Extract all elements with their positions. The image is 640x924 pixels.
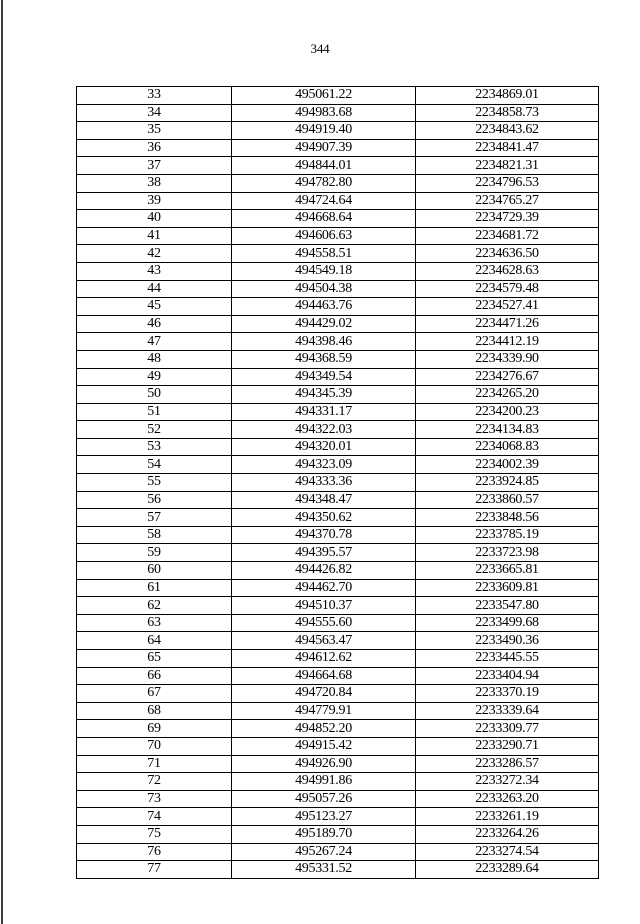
point-number-cell: 70 xyxy=(77,737,232,755)
y-coordinate-cell: 2234681.72 xyxy=(416,227,599,245)
y-coordinate-cell: 2233289.64 xyxy=(416,861,599,879)
x-coordinate-cell: 494320.01 xyxy=(232,438,416,456)
table-row xyxy=(77,632,599,650)
x-coordinate-cell: 494907.39 xyxy=(232,139,416,157)
table-row xyxy=(77,474,599,492)
x-coordinate-cell: 494350.62 xyxy=(232,509,416,527)
x-coordinate-cell: 494720.84 xyxy=(232,685,416,703)
table-row xyxy=(77,157,599,175)
x-coordinate-cell: 494991.86 xyxy=(232,773,416,791)
y-coordinate-cell: 2233445.55 xyxy=(416,650,599,668)
table-row xyxy=(77,843,599,861)
point-number-cell: 64 xyxy=(77,632,232,650)
point-number-cell: 57 xyxy=(77,509,232,527)
coordinates-table xyxy=(76,86,599,879)
point-number-cell: 75 xyxy=(77,825,232,843)
x-coordinate-cell: 494398.46 xyxy=(232,333,416,351)
point-number-cell: 68 xyxy=(77,702,232,720)
point-number-cell: 73 xyxy=(77,790,232,808)
y-coordinate-cell: 2233261.19 xyxy=(416,808,599,826)
y-coordinate-cell: 2233263.20 xyxy=(416,790,599,808)
point-number-cell: 56 xyxy=(77,491,232,509)
table-row xyxy=(77,139,599,157)
table-row xyxy=(77,491,599,509)
x-coordinate-cell: 494664.68 xyxy=(232,667,416,685)
point-number-cell: 66 xyxy=(77,667,232,685)
y-coordinate-cell: 2234339.90 xyxy=(416,350,599,368)
point-number-cell: 60 xyxy=(77,562,232,580)
table-row xyxy=(77,755,599,773)
table-row xyxy=(77,544,599,562)
y-coordinate-cell: 2234729.39 xyxy=(416,210,599,228)
x-coordinate-cell: 494323.09 xyxy=(232,456,416,474)
y-coordinate-cell: 2234858.73 xyxy=(416,104,599,122)
y-coordinate-cell: 2234200.23 xyxy=(416,403,599,421)
x-coordinate-cell: 494852.20 xyxy=(232,720,416,738)
x-coordinate-cell: 494844.01 xyxy=(232,157,416,175)
table-row xyxy=(77,210,599,228)
table-row xyxy=(77,861,599,879)
point-number-cell: 52 xyxy=(77,421,232,439)
x-coordinate-cell: 494668.64 xyxy=(232,210,416,228)
x-coordinate-cell: 494915.42 xyxy=(232,737,416,755)
y-coordinate-cell: 2234471.26 xyxy=(416,315,599,333)
x-coordinate-cell: 495061.22 xyxy=(232,87,416,105)
table-row xyxy=(77,667,599,685)
table-row xyxy=(77,227,599,245)
x-coordinate-cell: 494782.80 xyxy=(232,174,416,192)
table-row xyxy=(77,562,599,580)
table-row xyxy=(77,773,599,791)
y-coordinate-cell: 2233370.19 xyxy=(416,685,599,703)
y-coordinate-cell: 2234821.31 xyxy=(416,157,599,175)
table-row xyxy=(77,192,599,210)
point-number-cell: 65 xyxy=(77,650,232,668)
y-coordinate-cell: 2233860.57 xyxy=(416,491,599,509)
x-coordinate-cell: 494333.36 xyxy=(232,474,416,492)
table-row xyxy=(77,174,599,192)
point-number-cell: 61 xyxy=(77,579,232,597)
table-row xyxy=(77,262,599,280)
y-coordinate-cell: 2233848.56 xyxy=(416,509,599,527)
y-coordinate-cell: 2234841.47 xyxy=(416,139,599,157)
point-number-cell: 44 xyxy=(77,280,232,298)
x-coordinate-cell: 494510.37 xyxy=(232,597,416,615)
table-row xyxy=(77,438,599,456)
table-row xyxy=(77,315,599,333)
x-coordinate-cell: 494322.03 xyxy=(232,421,416,439)
x-coordinate-cell: 494349.54 xyxy=(232,368,416,386)
x-coordinate-cell: 494348.47 xyxy=(232,491,416,509)
y-coordinate-cell: 2234276.67 xyxy=(416,368,599,386)
point-number-cell: 33 xyxy=(77,87,232,105)
point-number-cell: 35 xyxy=(77,122,232,140)
table-row xyxy=(77,456,599,474)
x-coordinate-cell: 494370.78 xyxy=(232,526,416,544)
point-number-cell: 54 xyxy=(77,456,232,474)
point-number-cell: 47 xyxy=(77,333,232,351)
x-coordinate-cell: 495123.27 xyxy=(232,808,416,826)
point-number-cell: 77 xyxy=(77,861,232,879)
point-number-cell: 41 xyxy=(77,227,232,245)
point-number-cell: 55 xyxy=(77,474,232,492)
table-row xyxy=(77,526,599,544)
table-row xyxy=(77,245,599,263)
x-coordinate-cell: 494429.02 xyxy=(232,315,416,333)
x-coordinate-cell: 494395.57 xyxy=(232,544,416,562)
table-row xyxy=(77,579,599,597)
x-coordinate-cell: 495057.26 xyxy=(232,790,416,808)
point-number-cell: 63 xyxy=(77,614,232,632)
table-row xyxy=(77,597,599,615)
y-coordinate-cell: 2233547.80 xyxy=(416,597,599,615)
table-row xyxy=(77,298,599,316)
table-row xyxy=(77,614,599,632)
y-coordinate-cell: 2233924.85 xyxy=(416,474,599,492)
y-coordinate-cell: 2233264.26 xyxy=(416,825,599,843)
point-number-cell: 51 xyxy=(77,403,232,421)
y-coordinate-cell: 2233286.57 xyxy=(416,755,599,773)
point-number-cell: 43 xyxy=(77,262,232,280)
y-coordinate-cell: 2234869.01 xyxy=(416,87,599,105)
x-coordinate-cell: 494426.82 xyxy=(232,562,416,580)
point-number-cell: 42 xyxy=(77,245,232,263)
y-coordinate-cell: 2234636.50 xyxy=(416,245,599,263)
y-coordinate-cell: 2234068.83 xyxy=(416,438,599,456)
x-coordinate-cell: 495331.52 xyxy=(232,861,416,879)
coordinates-table-body xyxy=(77,87,599,879)
table-row xyxy=(77,403,599,421)
table-row xyxy=(77,650,599,668)
point-number-cell: 69 xyxy=(77,720,232,738)
point-number-cell: 74 xyxy=(77,808,232,826)
table-row xyxy=(77,350,599,368)
y-coordinate-cell: 2233785.19 xyxy=(416,526,599,544)
point-number-cell: 59 xyxy=(77,544,232,562)
point-number-cell: 62 xyxy=(77,597,232,615)
point-number-cell: 36 xyxy=(77,139,232,157)
point-number-cell: 46 xyxy=(77,315,232,333)
table-row xyxy=(77,104,599,122)
point-number-cell: 58 xyxy=(77,526,232,544)
table-row xyxy=(77,368,599,386)
point-number-cell: 71 xyxy=(77,755,232,773)
y-coordinate-cell: 2233309.77 xyxy=(416,720,599,738)
point-number-cell: 76 xyxy=(77,843,232,861)
point-number-cell: 67 xyxy=(77,685,232,703)
y-coordinate-cell: 2233404.94 xyxy=(416,667,599,685)
page-edge-line xyxy=(1,0,3,924)
x-coordinate-cell: 494606.63 xyxy=(232,227,416,245)
y-coordinate-cell: 2234843.62 xyxy=(416,122,599,140)
x-coordinate-cell: 494724.64 xyxy=(232,192,416,210)
point-number-cell: 53 xyxy=(77,438,232,456)
x-coordinate-cell: 494549.18 xyxy=(232,262,416,280)
table-row xyxy=(77,122,599,140)
y-coordinate-cell: 2233499.68 xyxy=(416,614,599,632)
table-row xyxy=(77,333,599,351)
x-coordinate-cell: 494555.60 xyxy=(232,614,416,632)
y-coordinate-cell: 2233339.64 xyxy=(416,702,599,720)
x-coordinate-cell: 494463.76 xyxy=(232,298,416,316)
y-coordinate-cell: 2234796.53 xyxy=(416,174,599,192)
y-coordinate-cell: 2233274.54 xyxy=(416,843,599,861)
point-number-cell: 37 xyxy=(77,157,232,175)
x-coordinate-cell: 494368.59 xyxy=(232,350,416,368)
y-coordinate-cell: 2233290.71 xyxy=(416,737,599,755)
y-coordinate-cell: 2234134.83 xyxy=(416,421,599,439)
table-row xyxy=(77,808,599,826)
x-coordinate-cell: 494612.62 xyxy=(232,650,416,668)
x-coordinate-cell: 494345.39 xyxy=(232,386,416,404)
x-coordinate-cell: 495267.24 xyxy=(232,843,416,861)
point-number-cell: 49 xyxy=(77,368,232,386)
y-coordinate-cell: 2234002.39 xyxy=(416,456,599,474)
x-coordinate-cell: 494983.68 xyxy=(232,104,416,122)
table-row xyxy=(77,421,599,439)
x-coordinate-cell: 494919.40 xyxy=(232,122,416,140)
table-row xyxy=(77,720,599,738)
x-coordinate-cell: 494558.51 xyxy=(232,245,416,263)
x-coordinate-cell: 494563.47 xyxy=(232,632,416,650)
table-row xyxy=(77,790,599,808)
y-coordinate-cell: 2233723.98 xyxy=(416,544,599,562)
x-coordinate-cell: 494504.38 xyxy=(232,280,416,298)
y-coordinate-cell: 2233665.81 xyxy=(416,562,599,580)
point-number-cell: 72 xyxy=(77,773,232,791)
y-coordinate-cell: 2233272.34 xyxy=(416,773,599,791)
point-number-cell: 34 xyxy=(77,104,232,122)
point-number-cell: 48 xyxy=(77,350,232,368)
table-row xyxy=(77,509,599,527)
x-coordinate-cell: 494462.70 xyxy=(232,579,416,597)
table-row xyxy=(77,280,599,298)
table-row xyxy=(77,825,599,843)
y-coordinate-cell: 2234265.20 xyxy=(416,386,599,404)
point-number-cell: 50 xyxy=(77,386,232,404)
y-coordinate-cell: 2233490.36 xyxy=(416,632,599,650)
point-number-cell: 40 xyxy=(77,210,232,228)
page-number: 344 xyxy=(310,41,330,56)
x-coordinate-cell: 495189.70 xyxy=(232,825,416,843)
table-row xyxy=(77,386,599,404)
y-coordinate-cell: 2234579.48 xyxy=(416,280,599,298)
table-row xyxy=(77,702,599,720)
y-coordinate-cell: 2234628.63 xyxy=(416,262,599,280)
x-coordinate-cell: 494331.17 xyxy=(232,403,416,421)
point-number-cell: 45 xyxy=(77,298,232,316)
y-coordinate-cell: 2234527.41 xyxy=(416,298,599,316)
point-number-cell: 39 xyxy=(77,192,232,210)
y-coordinate-cell: 2234765.27 xyxy=(416,192,599,210)
y-coordinate-cell: 2233609.81 xyxy=(416,579,599,597)
table-row xyxy=(77,685,599,703)
y-coordinate-cell: 2234412.19 xyxy=(416,333,599,351)
table-row xyxy=(77,87,599,105)
point-number-cell: 38 xyxy=(77,174,232,192)
x-coordinate-cell: 494926.90 xyxy=(232,755,416,773)
x-coordinate-cell: 494779.91 xyxy=(232,702,416,720)
table-row xyxy=(77,737,599,755)
